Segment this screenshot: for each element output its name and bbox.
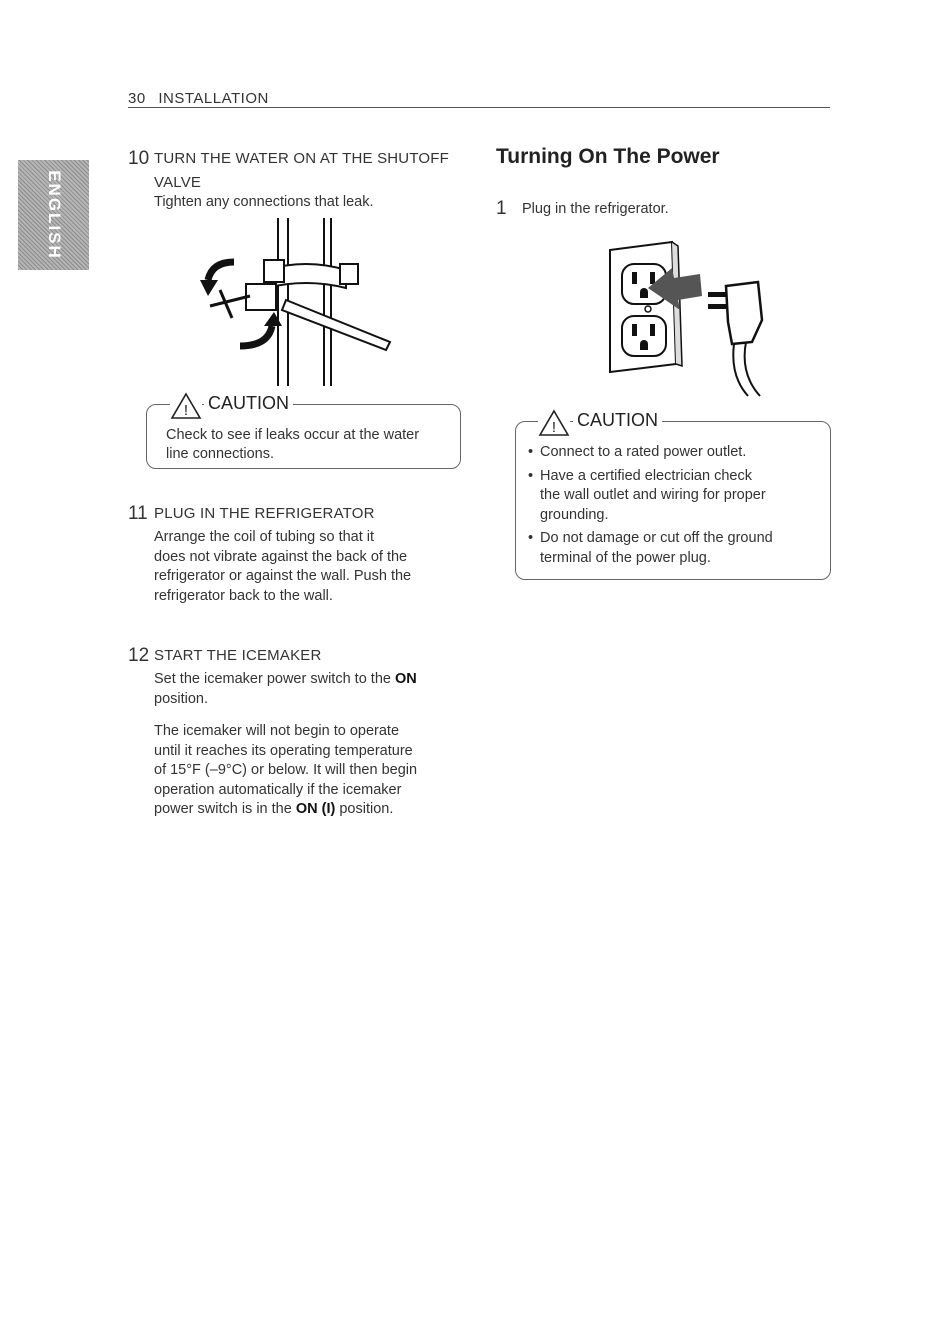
step-12-paragraph2 [154, 722, 474, 820]
step-12-paragraph1 [154, 670, 474, 709]
caution-text-line2: line connections. [166, 446, 275, 462]
header-divider [128, 107, 830, 108]
text-run: power switch is in the [154, 801, 296, 817]
step-10-number: 10 [128, 148, 150, 169]
caution-bullet [528, 443, 823, 463]
step-11-title: PLUG IN THE REFRIGERATOR [154, 505, 375, 522]
caution-bullet [528, 529, 823, 568]
text-run: position. [335, 801, 394, 817]
step-10-text: Tighten any connections that leak. [154, 194, 374, 210]
step-11-number: 11 [128, 503, 148, 524]
text-line: grounding. [540, 506, 609, 523]
text-run: Set the icemaker power switch to the [154, 671, 395, 687]
text-line: terminal of the power plug. [540, 549, 711, 566]
caution-bullet [528, 467, 823, 526]
svg-text:!: ! [183, 402, 189, 419]
on-i-label: ON (I) [295, 801, 336, 817]
text-line: refrigerator back to the wall. [154, 587, 333, 604]
power-step-text: Plug in the refrigerator. [522, 201, 669, 217]
text-line: • Have a certified electrician check [540, 467, 752, 484]
page-number: 30 [128, 90, 146, 107]
outlet-plug-illustration [602, 238, 768, 398]
step-10-title-line1: TURN THE WATER ON AT THE SHUTOFF [154, 150, 450, 167]
step-10-title-line2: VALVE [154, 174, 202, 191]
shutoff-valve-illustration [190, 218, 400, 386]
caution-label: CAUTION [204, 393, 293, 414]
text-line: until it reaches its operating temperature [154, 742, 413, 759]
text-line: • Connect to a rated power outlet. [540, 444, 747, 460]
section-title: INSTALLATION [158, 90, 269, 107]
section-heading: Turning On The Power [496, 145, 720, 168]
power-step-number: 1 [496, 198, 507, 219]
page-header [128, 90, 269, 107]
language-tab [18, 160, 89, 270]
text-line: The icemaker will not begin to operate [154, 723, 400, 739]
text-line: does not vibrate against the back of the [154, 548, 408, 565]
text-line: the wall outlet and wiring for proper [540, 487, 766, 503]
warning-triangle-icon [170, 392, 202, 420]
caution-bullet-list [528, 443, 823, 568]
on-label: ON [394, 671, 417, 687]
step-12-title: START THE ICEMAKER [154, 647, 322, 664]
text-line: Arrange the coil of tubing so that it [154, 529, 375, 545]
svg-text:!: ! [551, 419, 557, 436]
text-line: • Do not damage or cut off the ground [540, 530, 773, 546]
step-11-text [154, 528, 411, 606]
language-tab-label: ENGLISH [44, 170, 64, 260]
caution-text-line1: Check to see if leaks occur at the water [166, 427, 420, 443]
text-line: operation automatically if the icemaker [154, 781, 402, 798]
warning-triangle-icon [538, 409, 570, 437]
caution-label: CAUTION [573, 410, 662, 431]
step-12-number: 12 [128, 645, 150, 666]
text-line: of 15°F (–9°C) or below. It will then begin [154, 762, 418, 778]
text-line: refrigerator or against the wall. Push the [154, 568, 412, 584]
text-line: position. [154, 690, 209, 707]
